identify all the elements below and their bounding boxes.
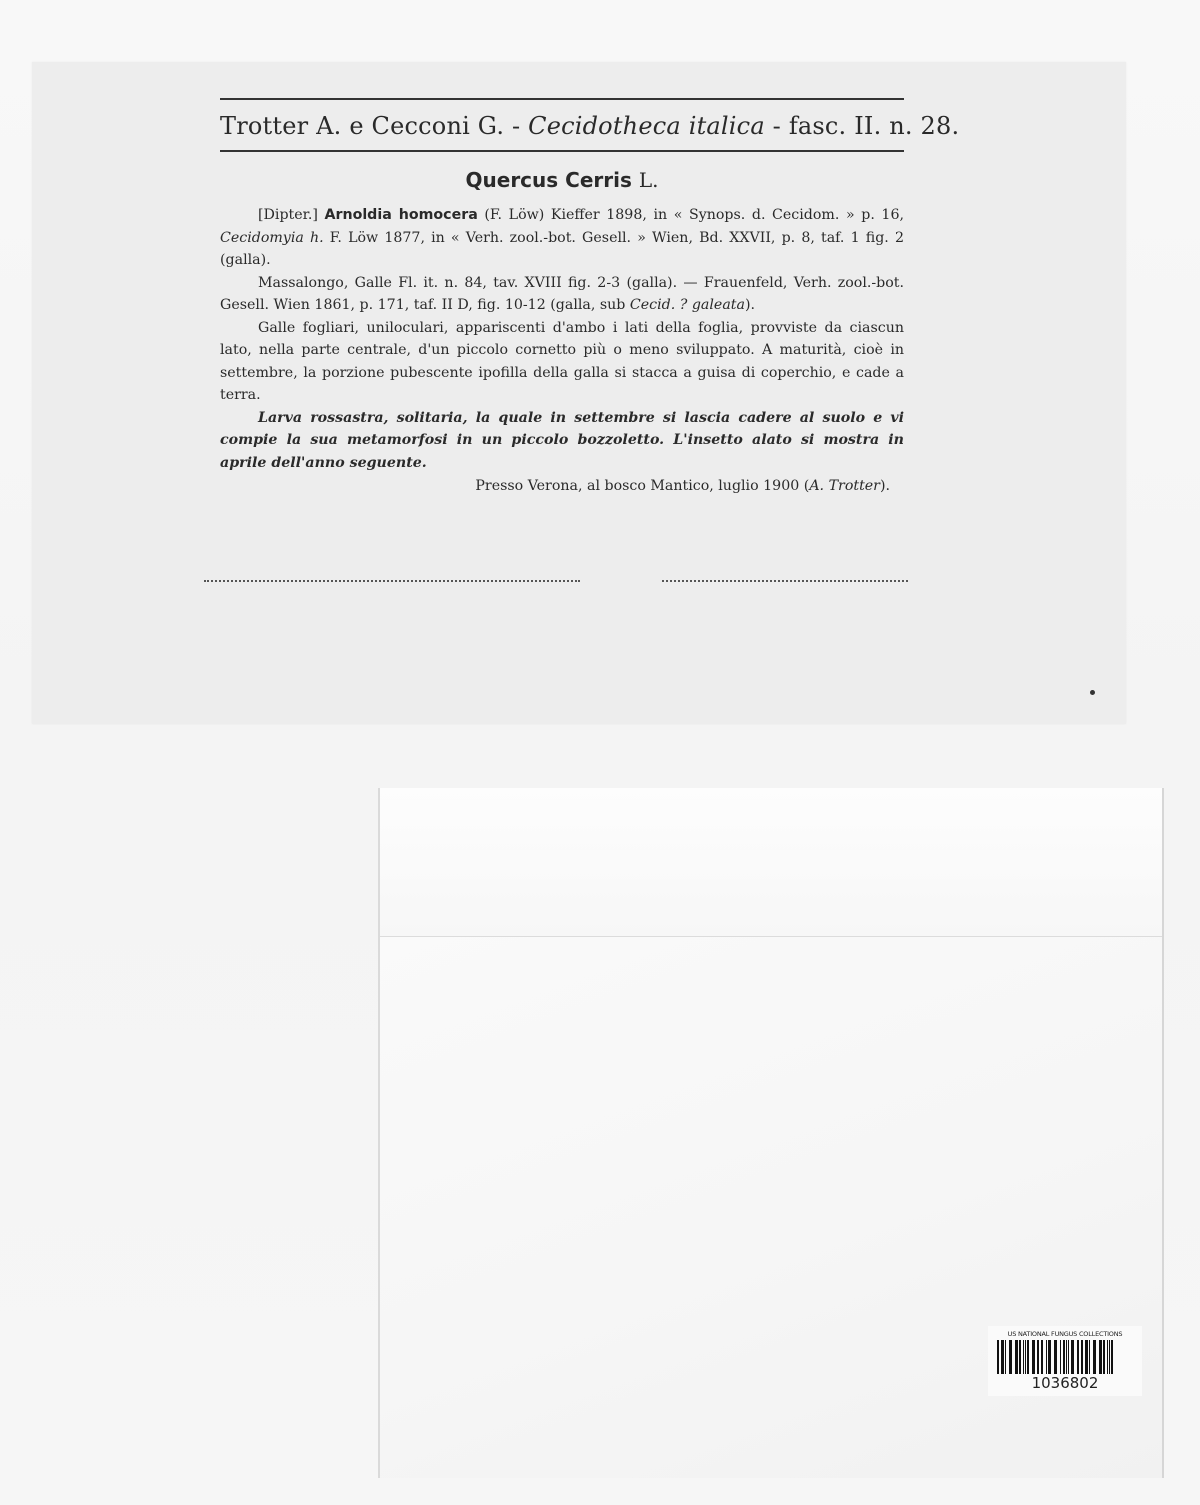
collector: A. Trotter [809, 478, 880, 494]
barcode-bar [1063, 1340, 1065, 1374]
gall-taxon: Arnoldia homocera [324, 207, 478, 223]
barcode-bar [1005, 1340, 1006, 1374]
locality-close: ). [879, 478, 890, 494]
paragraph-references [220, 272, 904, 317]
packet-flap [380, 788, 1162, 937]
barcode-bar [1060, 1340, 1061, 1374]
barcode-bar [1103, 1340, 1105, 1374]
barcode-title: US NATIONAL FUNGUS COLLECTIONS [1007, 1330, 1123, 1338]
references-text: Massalongo, Galle Fl. it. n. 84, tav. XVIII fig. 2-3 (galla). — Frauenfeld, Verh. zool.-bot. Gesell. Wien 1861, p. 171, taf. II D, fig. 10-12 (galla, sub [220, 274, 904, 313]
barcode-bar [1009, 1340, 1012, 1374]
specimen-label [32, 62, 1126, 724]
synonym: Cecidomyia h. [220, 229, 324, 246]
barcode-bar [1081, 1340, 1083, 1374]
dotted-rule-right [662, 580, 908, 582]
barcode-bar [1068, 1340, 1069, 1374]
barcode-bar [1027, 1340, 1029, 1374]
paragraph-description: Galle fogliari, uniloculari, appariscenti d'ambo i lati della foglia, provviste da ciascun lato, nella parte centrale, d'un piccolo cornetto più o meno sviluppato. A maturità, cioè in settembre, la porzione pubescente ipofilla della galla si stacca a guisa di coperchio, e cade a terra. [220, 319, 904, 403]
barcode-number: 1036802 [1031, 1374, 1099, 1392]
header-sep-1: - [504, 112, 529, 140]
label-content [220, 98, 960, 494]
locality-line [220, 478, 904, 494]
barcode-bar [1001, 1340, 1004, 1374]
references-close: ). [744, 297, 755, 313]
barcode-bar [1107, 1340, 1108, 1374]
barcode-bar [1085, 1340, 1088, 1374]
host-binomial: Quercus Cerris [465, 168, 632, 192]
barcode-bar [1109, 1340, 1110, 1374]
barcode-bar [1037, 1340, 1039, 1374]
barcode-label [988, 1326, 1142, 1396]
label-body [220, 204, 904, 474]
barcode-bar [1071, 1340, 1074, 1374]
barcode-bar [1023, 1340, 1024, 1374]
header-rule-bottom [220, 150, 904, 152]
barcode-bar [1046, 1340, 1047, 1374]
barcode-bars [995, 1340, 1135, 1374]
barcode-bar [1015, 1340, 1018, 1374]
barcode-bar [1066, 1340, 1067, 1374]
header-number: fasc. II. n. 28. [788, 112, 960, 140]
header-series: Cecidotheca italica [528, 112, 765, 140]
order-tag: [Dipter.] [258, 207, 318, 223]
citation-text: (F. Löw) Kieffer 1898, in « Synops. d. Cecidom. » p. 16, [484, 207, 904, 223]
paragraph-larva: Larva rossastra, solitaria, la quale in settembre si lascia cadere al suolo e vi compie la sua metamorfosi in un piccolo bozzoletto. L'insetto alato si mostra in aprile dell'anno seguente. [220, 409, 904, 471]
barcode-bar [1093, 1340, 1096, 1374]
barcode-bar [1041, 1340, 1043, 1374]
host-name [220, 168, 904, 192]
citation-tail: F. Löw 1877, in « Verh. zool.-bot. Gesell. » Wien, Bd. XXVII, p. 8, taf. 1 fig. 2 (galla). [220, 229, 904, 268]
header-authors: Trotter A. e Cecconi G. [220, 112, 505, 140]
barcode-bar [1077, 1340, 1079, 1374]
ink-dot [1090, 690, 1095, 695]
barcode-bar [1089, 1340, 1090, 1374]
host-author: L. [638, 168, 659, 192]
barcode-bar [1048, 1340, 1051, 1374]
barcode-bar [1025, 1340, 1026, 1374]
barcode-bar [1019, 1340, 1021, 1374]
barcode-bar [997, 1340, 999, 1374]
paragraph-taxon [220, 204, 904, 272]
references-synonym: Cecid. ? galeata [629, 297, 745, 313]
label-header [220, 100, 960, 150]
header-sep-2: - [764, 112, 789, 140]
barcode-bar [1099, 1340, 1102, 1374]
locality-text: Presso Verona, al bosco Mantico, luglio 1900 ( [475, 478, 810, 494]
barcode-bar [1054, 1340, 1057, 1374]
barcode-bar [1111, 1340, 1113, 1374]
dotted-rule-left [204, 580, 580, 582]
barcode-bar [1032, 1340, 1035, 1374]
